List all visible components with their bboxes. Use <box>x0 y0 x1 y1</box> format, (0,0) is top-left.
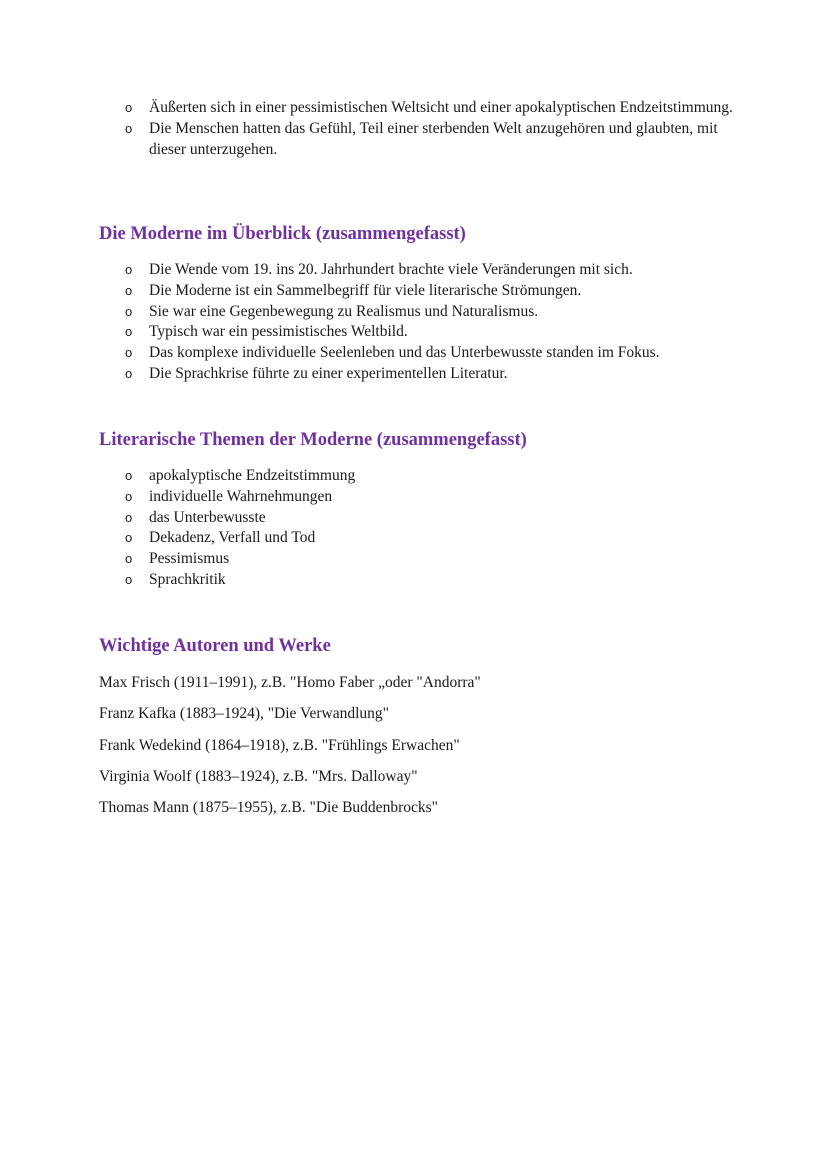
list-item <box>99 302 779 323</box>
heading-overview: Die Moderne im Überblick (zusammengefasst) <box>99 224 466 244</box>
authors-list <box>99 673 481 829</box>
bullet-marker: o <box>125 262 133 277</box>
list-item <box>99 549 779 570</box>
bullet-marker: o <box>125 282 133 298</box>
intro-bullet-list <box>99 98 739 160</box>
list-item <box>99 466 779 487</box>
list-item-text: Sprachkritik <box>149 570 226 588</box>
bullet-marker: o <box>125 551 133 567</box>
list-item-text: Äußerten sich in einer pessimistischen Weltsicht und einer apokalyptischen Endzeitstimmung. <box>149 99 733 116</box>
list-item-text: Pessimismus <box>149 550 230 568</box>
list-item <box>99 343 779 364</box>
list-item-text: Das komplexe individuelle Seelenleben und das Unterbewusste standen im Fokus. <box>149 344 660 362</box>
list-item <box>99 508 779 529</box>
list-item-text: apokalyptische Endzeitstimmung <box>149 467 356 484</box>
bullet-marker: o <box>125 324 133 340</box>
bullet-marker: o <box>125 509 133 525</box>
author-entry: Frank Wedekind (1864–1918), z.B. "Frühlings Erwachen" <box>99 736 460 754</box>
list-item <box>99 281 779 302</box>
bullet-marker: o <box>125 468 133 483</box>
heading-themes: Literarische Themen der Moderne (zusammengefasst) <box>99 430 527 450</box>
bullet-marker: o <box>125 571 133 587</box>
author-entry: Max Frisch (1911–1991), z.B. "Homo Faber „oder "Andorra" <box>99 674 481 691</box>
list-item <box>99 487 779 508</box>
list-item <box>99 364 779 385</box>
bullet-marker: o <box>125 303 133 319</box>
heading-authors: Wichtige Autoren und Werke <box>99 636 331 656</box>
bullet-marker: o <box>125 100 133 115</box>
author-entry: Franz Kafka (1883–1924), "Die Verwandlung" <box>99 705 390 723</box>
bullet-marker: o <box>125 345 133 361</box>
bullet-marker: o <box>125 120 133 136</box>
list-item-text: Typisch war ein pessimistisches Weltbild. <box>149 323 408 341</box>
list-item <box>99 119 739 161</box>
bullet-marker: o <box>125 488 133 504</box>
list-item-text: Sie war eine Gegenbewegung zu Realismus und Naturalismus. <box>149 302 539 320</box>
themes-bullet-list <box>99 466 779 591</box>
list-item <box>99 322 779 343</box>
list-item-text: Dekadenz, Verfall und Tod <box>149 529 316 547</box>
bullet-marker: o <box>125 365 133 381</box>
list-item <box>99 570 779 591</box>
list-item <box>99 528 779 549</box>
overview-bullet-list <box>99 260 779 385</box>
list-item-text: individuelle Wahrnehmungen <box>149 487 333 505</box>
author-entry: Thomas Mann (1875–1955), z.B. "Die Buddenbrocks" <box>99 799 438 817</box>
list-item-text: Die Moderne ist ein Sammelbegriff für viele literarische Strömungen. <box>149 281 582 299</box>
list-item-text: Die Menschen hatten das Gefühl, Teil einer sterbenden Welt anzugehören und glaubten, mit dieser unterzugehen. <box>149 119 718 158</box>
list-item-text: Die Sprachkrise führte zu einer experimentellen Literatur. <box>149 364 508 382</box>
bullet-marker: o <box>125 530 133 546</box>
list-item <box>99 260 779 281</box>
list-item-text: Die Wende vom 19. ins 20. Jahrhundert brachte viele Veränderungen mit sich. <box>149 261 633 278</box>
author-entry: Virginia Woolf (1883–1924), z.B. "Mrs. Dalloway" <box>99 767 418 785</box>
list-item-text: das Unterbewusste <box>149 508 266 526</box>
list-item <box>99 98 739 119</box>
